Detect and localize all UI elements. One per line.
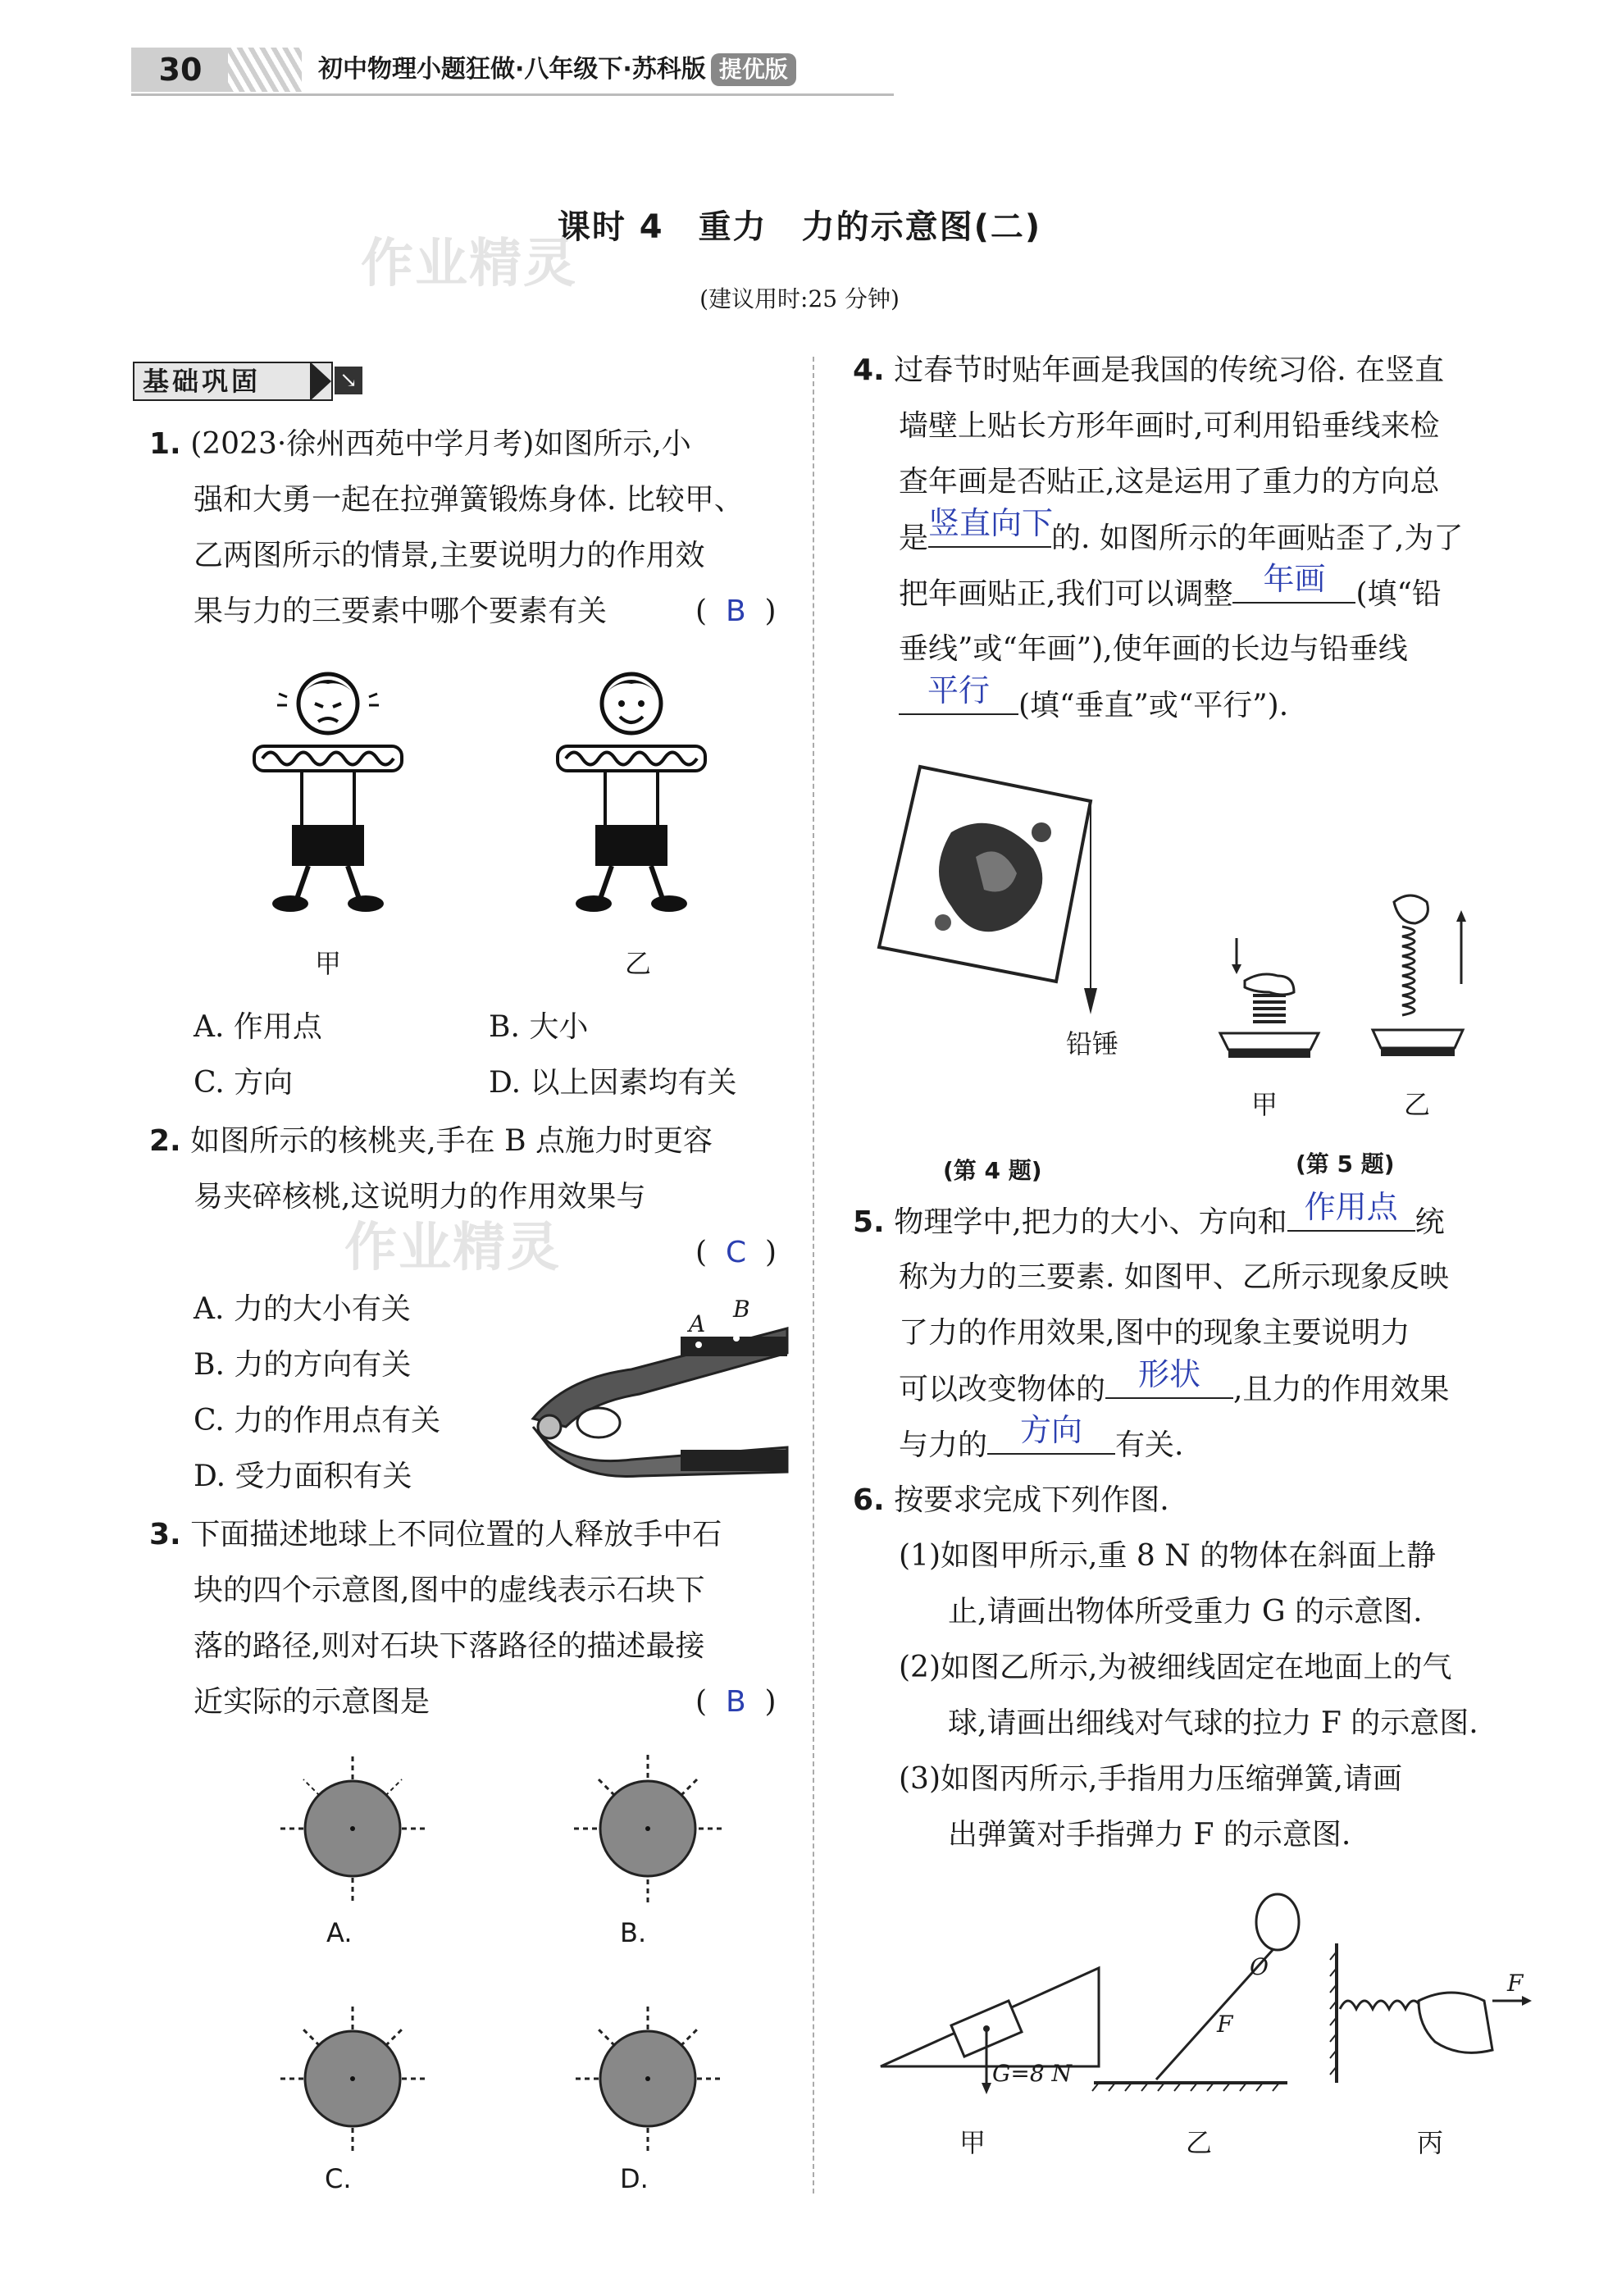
q3-line: 下面描述地球上不同位置的人释放手中石 [190,1518,722,1551]
q5-number: 5. [853,1205,885,1239]
q1-option-c: C. 方向 [194,1066,294,1100]
q5-text-seg: ,且力的作用效果 [1233,1373,1450,1406]
spring-hand-figure [1328,1935,1533,2099]
q4-number: 4. [853,353,885,387]
book-title-text: 初中物理小题狂做·八年级下·苏科版 [318,55,706,84]
q2-line: 如图所示的核桃夹,手在 B 点施力时更容 [190,1124,713,1158]
q4-line: 墙壁上贴长方形年画时,可利用铅垂线来检 [899,409,1440,443]
q5-text-seg: 与力的 [899,1428,988,1462]
q5-line: 了力的作用效果,图中的现象主要说明力 [899,1316,1410,1350]
header-rule [131,93,894,96]
q1-option-a: A. 作用点 [194,1010,322,1044]
q1-figure-yi [541,664,722,918]
page-number: 30 [131,48,230,92]
q6-item: (3)如图丙所示,手指用力压缩弹簧,请画 [899,1762,1402,1796]
watermark: 作业精灵 [344,1218,561,1278]
section-tag [133,362,358,399]
gravity-label: G=8 N [992,2060,1073,2087]
q3-text [149,1507,722,1563]
q4-line-4 [899,505,1464,567]
balloon-point-o: O [1250,1953,1269,1980]
q4-blank-3[interactable] [899,672,1018,715]
q4-caption: (第 4 题) [943,1157,1042,1184]
lesson-title: 课时 4 重力 力的示意图(二) [557,208,1042,246]
q5-fig-label: 甲 [1251,1089,1278,1120]
q5-blank-3[interactable] [987,1412,1115,1455]
q2-option-b: B. 力的方向有关 [194,1348,412,1382]
q5-text-seg: 有关. [1115,1428,1184,1462]
q5-text-seg: 物理学中,把力的大小、方向和 [894,1205,1287,1239]
suggested-time: (建议用时:25 分钟) [699,285,900,312]
balloon-force-f: F [1217,2011,1233,2038]
q2-option-d: D. 受力面积有关 [194,1460,412,1493]
section-label: 基础巩固 [133,362,333,401]
q3-line: 落的路径,则对石块下落路径的描述最接 [194,1629,705,1663]
q6-text [853,1473,1169,1528]
watermark: 作业精灵 [361,234,577,294]
nutcracker-label-a: A [689,1310,706,1337]
q1-figure-jia [238,664,418,918]
q5-text-seg: 统 [1414,1205,1445,1239]
q5-line-1 [853,1189,1445,1250]
q1-option-b: B. 大小 [489,1010,589,1044]
q6-fig-label: 丙 [1417,2127,1444,2158]
q4-line: 过春节时贴年画是我国的传统习俗. 在竖直 [894,353,1445,387]
q4-text-seg: 是 [899,522,929,555]
q2-option-c: C. 力的作用点有关 [194,1404,441,1437]
nutcracker-label-b: B [733,1296,750,1323]
q3-line: 块的四个示意图,图中的虚线表示石块下 [194,1574,705,1607]
q5-blank-2[interactable] [1105,1356,1233,1399]
earth-label-b: B. [620,1917,647,1948]
q1-line: (2023·徐州西苑中学月考)如图所示,小 [190,427,691,461]
q5-line: 称为力的三要素. 如图甲、乙所示现象反映 [899,1260,1449,1294]
plumb-bob-label: 铅锤 [1066,1028,1119,1059]
q1-line: 强和大勇一起在拉弹簧锻炼身体. 比较甲、 [194,483,744,517]
q1-line: 果与力的三要素中哪个要素有关 [194,594,608,628]
q4-text-seg: (填“垂直”或“平行”). [1018,689,1289,722]
q5-line-5 [899,1412,1184,1474]
nutcracker-figure [517,1304,795,1484]
q1-option-d: D. 以上因素均有关 [489,1066,737,1100]
q5-fig-label: 乙 [1404,1089,1431,1120]
q5-blank-1[interactable] [1287,1189,1415,1232]
q4-line-7 [899,672,1289,734]
earth-diagram-b [566,1747,730,1911]
q4-text [853,343,1444,399]
earth-diagram-d [566,1997,730,2161]
earth-label-a: A. [326,1917,353,1948]
q6-item: (1)如图甲所示,重 8 N 的物体在斜面上静 [899,1539,1437,1573]
q3-number: 3. [149,1518,181,1551]
q2-number: 2. [149,1124,181,1158]
q4-text-seg: (填“铅 [1355,577,1442,611]
section-tag-triangle [310,362,331,401]
q5-line-4 [899,1356,1450,1418]
q4-blank-2-answer: 年画 [1263,561,1326,597]
edition-badge: 提优版 [711,53,796,86]
spring-pull-figure [1361,886,1484,1066]
spring-press-figure [1212,927,1327,1066]
q6-item: 出弹簧对手指弹力 F 的示意图. [948,1818,1351,1852]
q6-number: 6. [853,1483,885,1517]
column-divider [813,357,814,2194]
q6-item: 球,请画出细线对气球的拉力 F 的示意图. [948,1706,1478,1740]
q2-answer-value: C [725,1236,747,1269]
earth-diagram-c [271,1997,435,2161]
q1-fig-label: 乙 [625,948,652,979]
q6-item: 止,请画出物体所受重力 G 的示意图. [948,1595,1423,1629]
q5-blank-2-answer: 形状 [1138,1356,1201,1392]
q1-line: 乙两图所示的情景,主要说明力的作用效 [194,539,705,572]
q4-text-seg: 把年画贴正,我们可以调整 [899,577,1233,611]
arrow-icon: ↘ [335,367,362,394]
q5-blank-3-answer: 方向 [1020,1412,1083,1448]
q4-blank-2[interactable] [1232,561,1355,604]
new-year-picture-figure [869,758,1115,1029]
header-stripes [228,48,302,92]
earth-diagram-a [271,1747,435,1911]
page-header [131,48,894,93]
q5-blank-1-answer: 作用点 [1304,1189,1398,1225]
earth-label-c: C. [325,2163,352,2194]
q4-line-5 [899,561,1442,622]
q2-answer: ( C ) [695,1236,777,1269]
spring-force-f: F [1507,1970,1524,1997]
q4-line: 查年画是否贴正,这是运用了重力的方向总 [899,465,1440,499]
book-title [318,48,796,92]
q4-blank-1[interactable] [928,505,1054,548]
q3-answer: ( B ) [695,1685,777,1719]
q4-line: 垂线”或“年画”),使年画的长边与铅垂线 [899,632,1408,666]
q6-fig-label: 乙 [1186,2127,1213,2158]
q6-fig-label: 甲 [959,2127,986,2158]
balloon-figure [1091,1894,1304,2091]
q1-answer: ( B ) [695,594,777,628]
earth-label-d: D. [620,2163,649,2194]
q1-number: 1. [149,427,181,461]
q1-fig-label: 甲 [315,948,342,979]
q6-item: (2)如图乙所示,为被细线固定在地面上的气 [899,1651,1452,1684]
q4-blank-1-answer: 竖直向下 [928,505,1054,541]
q4-text-seg: 的. 如图所示的年画贴歪了,为了 [1051,522,1464,555]
q2-option-a: A. 力的大小有关 [194,1292,411,1326]
q5-caption: (第 5 题) [1296,1150,1395,1178]
q1-answer-value: B [725,594,746,628]
q3-answer-value: B [725,1685,746,1719]
q3-line: 近实际的示意图是 [194,1685,430,1719]
q2-line: 易夹碎核桃,这说明力的作用效果与 [194,1180,646,1214]
q5-text-seg: 可以改变物体的 [899,1373,1106,1406]
q2-text [149,1114,713,1169]
q1-text [149,417,691,472]
q4-blank-3-answer: 平行 [927,672,990,708]
q6-title: 按要求完成下列作图. [894,1483,1169,1517]
